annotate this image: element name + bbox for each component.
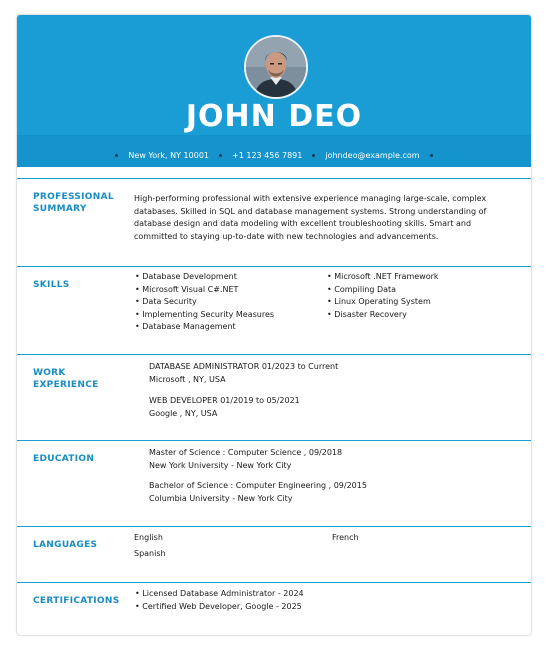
experience-title-line1: WORK [33, 368, 66, 378]
job-heading: WEB DEVELOPER 01/2019 to 05/2021 [149, 396, 300, 405]
certifications-list [135, 588, 495, 613]
school: New York University - New York City [149, 460, 292, 470]
experience-title-line2: EXPERIENCE [33, 380, 99, 390]
skills-list-right [327, 271, 517, 321]
section-title-skills: SKILLS [33, 280, 70, 290]
resume-header [17, 15, 531, 167]
degree: Bachelor of Science : Computer Engineering , 09/2015 [149, 481, 367, 490]
job-entry [149, 361, 509, 386]
list-item: • Microsoft Visual C#.NET [135, 284, 325, 297]
bullet-icon [115, 154, 118, 157]
school: Columbia University - New York City [149, 493, 293, 503]
summary-title-line1: PROFESSIONAL [33, 192, 114, 202]
list-item: • Linux Operating System [327, 296, 517, 309]
job-entry [149, 395, 509, 420]
skills-list-left [135, 271, 325, 334]
list-item: • Implementing Security Measures [135, 309, 325, 322]
list-item: • Database Development [135, 271, 325, 284]
summary-text: High-performing professional with extensive experience managing large-scale, complex databases. Skilled in SQL and database management systems. Strong understanding of database design and data modeling with excellent troubleshooting skills. Smart and committed to staying up-to-date with new technologies and advancements. [134, 194, 487, 241]
section-education [17, 440, 531, 527]
section-title-certifications: CERTIFICATIONS [33, 596, 120, 606]
section-languages [17, 526, 531, 583]
contact-phone: +1 123 456 7891 [232, 151, 303, 160]
education-entry [149, 447, 509, 472]
contact-info [17, 151, 531, 160]
bullet-icon [219, 154, 222, 157]
profile-photo [246, 37, 306, 97]
contact-location: New York, NY 10001 [128, 151, 210, 160]
list-item: • Disaster Recovery [327, 309, 517, 322]
education-entry [149, 480, 509, 505]
language-item: Spanish [134, 549, 166, 558]
section-summary [17, 178, 531, 267]
list-item: • Certified Web Developer, Google - 2025 [135, 601, 495, 614]
bullet-icon [430, 154, 433, 157]
list-item: • Data Security [135, 296, 325, 309]
section-skills [17, 266, 531, 355]
section-experience [17, 354, 531, 441]
section-title-languages: LANGUAGES [33, 540, 98, 550]
contact-email[interactable]: johndeo@example.com [325, 151, 420, 160]
list-item: • Compiling Data [327, 284, 517, 297]
section-title-education: EDUCATION [33, 454, 95, 464]
job-place: Microsoft , NY, USA [149, 374, 226, 384]
section-certifications [17, 582, 531, 636]
job-heading: DATABASE ADMINISTRATOR 01/2023 to Current [149, 362, 339, 371]
list-item: • Microsoft .NET Framework [327, 271, 517, 284]
language-item: English [134, 533, 163, 542]
list-item: • Licensed Database Administrator - 2024 [135, 588, 495, 601]
candidate-name: JOHN DEO [185, 99, 363, 134]
section-title-experience [33, 367, 123, 391]
degree: Master of Science : Computer Science , 09/2018 [149, 448, 343, 457]
job-place: Google , NY, USA [149, 408, 218, 418]
list-item: • Database Management [135, 321, 325, 334]
resume-card [16, 14, 532, 636]
section-title-summary [33, 191, 123, 215]
summary-title-line2: SUMMARY [33, 204, 87, 214]
bullet-icon [312, 154, 315, 157]
avatar [244, 35, 308, 99]
language-item: French [332, 533, 359, 542]
